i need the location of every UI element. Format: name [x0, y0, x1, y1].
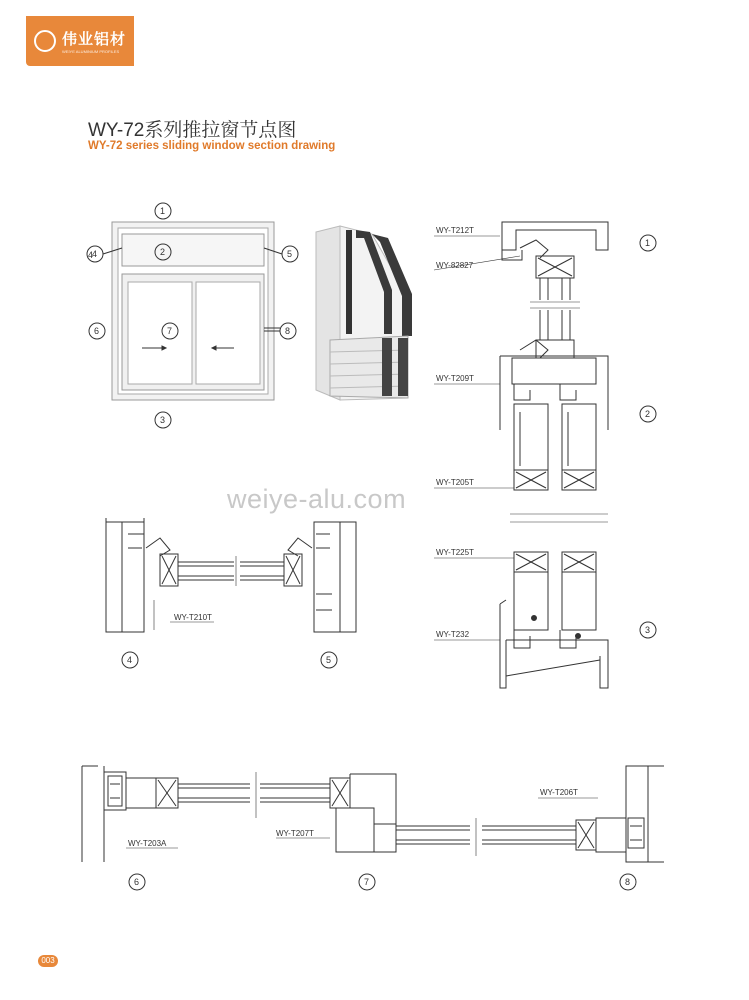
- section-callout-5: 5: [326, 655, 332, 665]
- callout-5: 5: [287, 249, 293, 259]
- callout-1: 1: [160, 206, 166, 216]
- page-number: 003: [38, 955, 58, 967]
- profile-label-t210t: WY-T210T: [174, 613, 212, 622]
- section-callout-6: 6: [134, 877, 140, 887]
- profile-label-82827: WY-82827: [436, 261, 474, 270]
- section-callout-8: 8: [625, 877, 631, 887]
- section-callout-3: 3: [645, 625, 651, 635]
- profile-label-t206t: WY-T206T: [540, 788, 578, 797]
- horizontal-section-callouts: [129, 874, 636, 890]
- profile-label-t203a: WY-T203A: [128, 839, 167, 848]
- profile-label-t232: WY-T232: [436, 630, 470, 639]
- profile-label-t207t: WY-T207T: [276, 829, 314, 838]
- logo-en: WEIYE ALUMINIUM PROFILES: [62, 49, 120, 54]
- elev-label-4: 4: [88, 250, 94, 260]
- window-elevation: [112, 222, 280, 400]
- profile-3d-render: [316, 226, 412, 400]
- profile-label-t225t: WY-T225T: [436, 548, 474, 557]
- callout-3: 3: [160, 415, 166, 425]
- logo-cn: 伟业铝材: [62, 31, 127, 48]
- section-callout-4: 4: [127, 655, 133, 665]
- callout-6: 6: [94, 326, 100, 336]
- profile-label-t209t: WY-T209T: [436, 374, 474, 383]
- section-callout-7: 7: [364, 877, 370, 887]
- callout-4: 4: [92, 249, 98, 259]
- side-section-4: [106, 518, 234, 632]
- section-callout-2: 2: [645, 409, 651, 419]
- callout-2: 2: [160, 247, 166, 257]
- section-callout-1: 1: [645, 238, 651, 248]
- vertical-section-leaders: [434, 236, 520, 640]
- side-section-callouts: [122, 652, 337, 668]
- page-title-cn: WY-72系列推拉窗节点图: [88, 120, 297, 141]
- watermark: weiye-alu.com: [227, 484, 407, 514]
- vertical-section: [500, 222, 608, 688]
- page-title-en: WY-72 series sliding window section drawing: [88, 140, 336, 152]
- callout-7: 7: [167, 326, 173, 336]
- profile-label-t212t: WY-T212T: [436, 226, 474, 235]
- horizontal-section: [82, 766, 664, 862]
- vertical-section-callouts: [640, 235, 656, 638]
- profile-label-t205t: WY-T205T: [436, 478, 474, 487]
- side-section-5: [236, 522, 356, 632]
- callout-8: 8: [285, 326, 291, 336]
